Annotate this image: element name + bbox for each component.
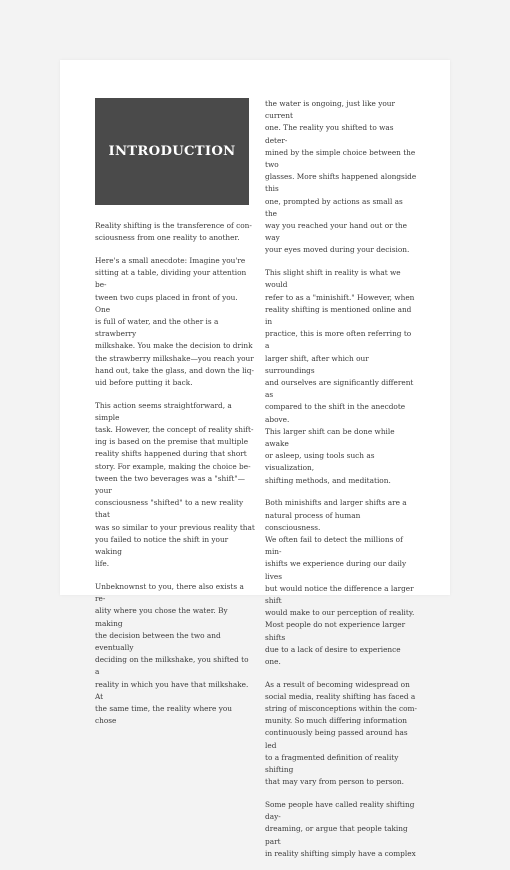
right-text-column bbox=[265, 98, 417, 870]
paragraph: This action seems straightforward, a simple task. However, the concept of reality shift- ing is based on the premise that multiple reality shifts happened during that short story. For example, making the choice be- tween the two beverages was a "shift"—your consciousness "shifted" to a new reality that was so similar to your previous reality that you failed to notice the shift in your waking life. bbox=[95, 400, 255, 569]
paragraph: the water is ongoing, just like your current one. The reality you shifted to was deter- mined by the simple choice between the two glasses. More shifts happened alongside this one, prompted by actions as small as the way you reached your hand out or the way your eyes moved during your decision. bbox=[265, 99, 417, 255]
paragraph: Reality shifting is the transference of con- sciousness from one reality to another. bbox=[95, 221, 252, 243]
paragraph: Both minishifts and larger shifts are a natural process of human consciousness. We often fail to detect the millions of min- ishifts we experience during our daily lives but would notice the difference a larger shift would make to our perception of reality. Most people do not experience larger shifts due to a lack of desire to experience one. bbox=[265, 498, 415, 666]
document-page bbox=[60, 60, 450, 858]
chapter-header-block bbox=[95, 98, 249, 205]
paragraph: Here's a small anecdote: Imagine you're sitting at a table, dividing your attention be- tween two cups placed in front of you. One is full of water, and the other is a strawberry milkshake. You make the decision to drink the strawberry milkshake—you reach your hand out, take the glass, and down the liq- uid before putting it back. bbox=[95, 255, 254, 387]
left-text-column bbox=[95, 220, 255, 738]
paragraph: As a result of becoming widespread on social media, reality shifting has faced a string of misconceptions within the com- munity. So much differing information continuously being passed around has led to a fragmented definition of reality shifting that may vary from person to person. bbox=[265, 679, 417, 787]
paragraph: This slight shift in reality is what we would refer to as a "minishift." However, when reality shifting is mentioned online and in practice, this is more often referring to a larger shift, after which our surroundings and ourselves are significantly different as compared to the shift in the anecdote above. This larger shift can be done while awake or asleep, using tools such as visualization, shifting methods, and meditation. bbox=[265, 268, 415, 485]
chapter-title: INTRODUCTION bbox=[108, 144, 236, 159]
paragraph: Some people have called reality shifting day- dreaming, or argue that people taking part in reality shifting simply have a complex bbox=[265, 799, 416, 858]
paragraph: Unbeknownst to you, there also exists a re- ality where you chose the water. By making the decision between the two and eventually deciding on the milkshake, you shifted to a reality in which you have that milkshake. At the same time, the reality where you chose bbox=[95, 581, 249, 726]
